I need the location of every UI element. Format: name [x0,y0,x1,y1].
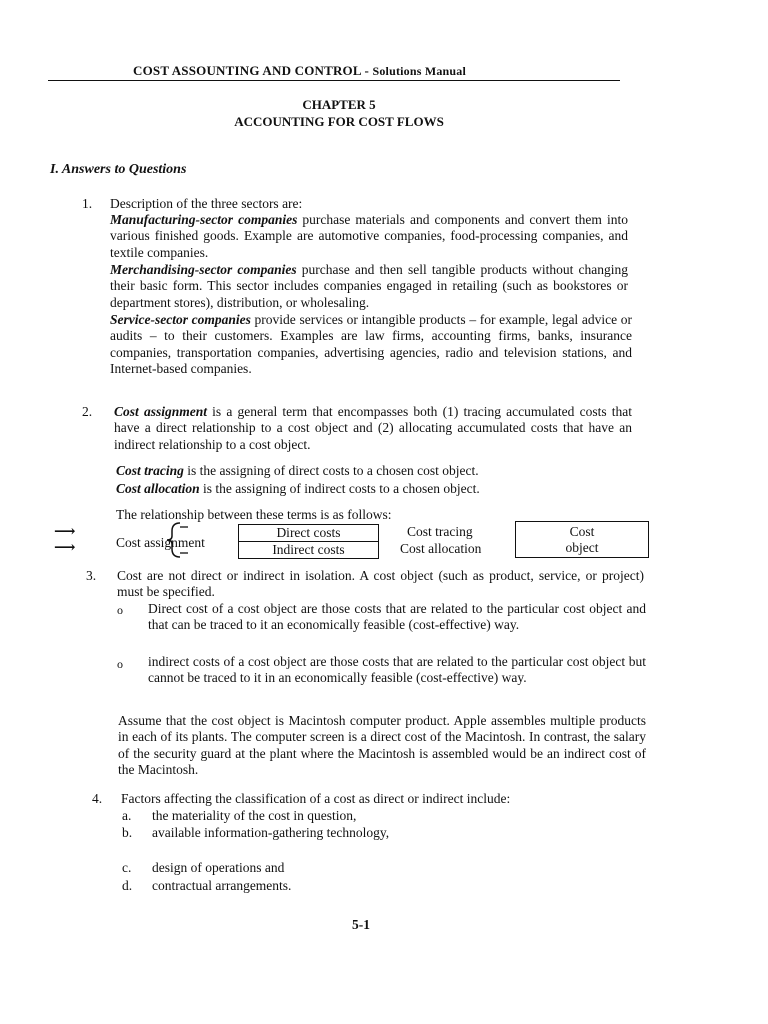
diagram-cost-tracing-label: Cost tracing [407,524,473,539]
bullet-circle-icon: o [117,603,123,617]
q4-item-letter: c. [122,860,132,875]
q3-bullet-direct: Direct cost of a cost object are those costs that are related to the particular cost object and that can be traced to it an economically feasible (cost-effective) way. [148,601,646,633]
q3-bullet-indirect: indirect costs of a cost object are those costs that are related to the particular cost object but cannot be traced to it in an economically feasible (cost-effective) way. [148,654,646,686]
manufacturing-text: purchase materials and components and convert them into various finished goods. Example are automotive companies, food-processing companies, and textile companies. [110,212,628,260]
curly-brace-icon [166,521,190,559]
allocation-text: is the assigning of indirect costs to a chosen object. [199,481,480,496]
service-text: provide services or intangible products – for example, legal advice or audits – to their customers. Examples are law firms, accounting firms, banks, insurance companies, transportation companies, advertising agencies, radio and television stations, and Internet-based companies. [110,312,632,377]
diagram-box-direct-costs: Direct costs [238,524,379,542]
allocation-term: Cost allocation [116,481,200,496]
page-number: 5-1 [352,917,370,932]
tracing-text: is the assigning of direct costs to a chosen cost object. [183,463,479,478]
q2-assignment-paragraph [114,404,632,453]
header-subtitle: Solutions Manual [372,64,467,78]
q3-example-paragraph: Assume that the cost object is Macintosh computer product. Apple assembles multiple products in each of its plants. The computer screen is a direct cost of the Macintosh. In contrast, the salary of the security guard at the plant where the Macintosh is assembled would be an indirect cost of the Macintosh. [118,713,646,778]
merchandising-text: purchase and then sell tangible products without changing their basic form. This sector includes companies engaged in retailing (such as bookstores or department stores), distribution, or wholesaling. [110,262,628,310]
running-header [133,63,466,79]
q2-allocation-line [116,481,480,497]
q3-number: 3. [86,568,97,583]
header-title: COST ASSOUNTING AND CONTROL - [133,63,373,78]
q4-item-letter: a. [122,808,132,823]
assignment-text: is a general term that encompasses both (1) tracing accumulated costs that have a direct relationship to a cost object and (2) allocating accumulated costs that have an indirect relationship to a cost object. [114,404,633,452]
manufacturing-term: Manufacturing-sector companies [110,212,298,227]
q1-service-paragraph [110,312,632,378]
q4-item-text: the materiality of the cost in question, [152,808,357,823]
q4-number: 4. [92,791,103,806]
q2-relationship-text: The relationship between these terms is as follows: [116,507,392,522]
merchandising-term: Merchandising-sector companies [110,262,297,277]
q4-item-letter: b. [122,825,133,840]
q1-merchandising-paragraph [110,262,628,311]
arrow-right-icon: ⟶ [54,540,76,556]
q1-manufacturing-paragraph [110,212,628,261]
chapter-number: CHAPTER 5 [302,97,376,112]
q4-item-text: available information-gathering technology, [152,825,390,840]
q1-intro: Description of the three sectors are: [110,196,303,211]
q1-number: 1. [82,196,93,211]
q4-item-text: contractual arrangements. [152,878,292,893]
chapter-title: ACCOUNTING FOR COST FLOWS [234,114,444,129]
q3-intro-paragraph: Cost are not direct or indirect in isolation. A cost object (such as product, service, or project) must be specified. [117,568,644,600]
service-term: Service-sector companies [110,312,251,327]
q4-item-letter: d. [122,878,133,893]
q4-intro: Factors affecting the classification of a cost as direct or indirect include: [121,791,511,806]
tracing-term: Cost tracing [116,463,184,478]
cost-object-line1: Cost [569,524,595,539]
cost-object-line2: object [565,540,599,555]
diagram-cost-allocation-label: Cost allocation [400,541,482,556]
bullet-circle-icon: o [117,657,123,671]
q2-number: 2. [82,404,93,419]
diagram-box-cost-object [515,521,649,558]
diagram-cost-assignment-label: Cost assignment [116,535,205,550]
q4-item-text: design of operations and [152,860,285,875]
diagram-box-indirect-costs: Indirect costs [238,541,379,559]
assignment-term: Cost assignment [114,404,207,419]
q2-tracing-line [116,463,479,479]
section-heading: I. Answers to Questions [50,162,187,177]
arrow-right-icon: ⟶ [54,524,76,540]
